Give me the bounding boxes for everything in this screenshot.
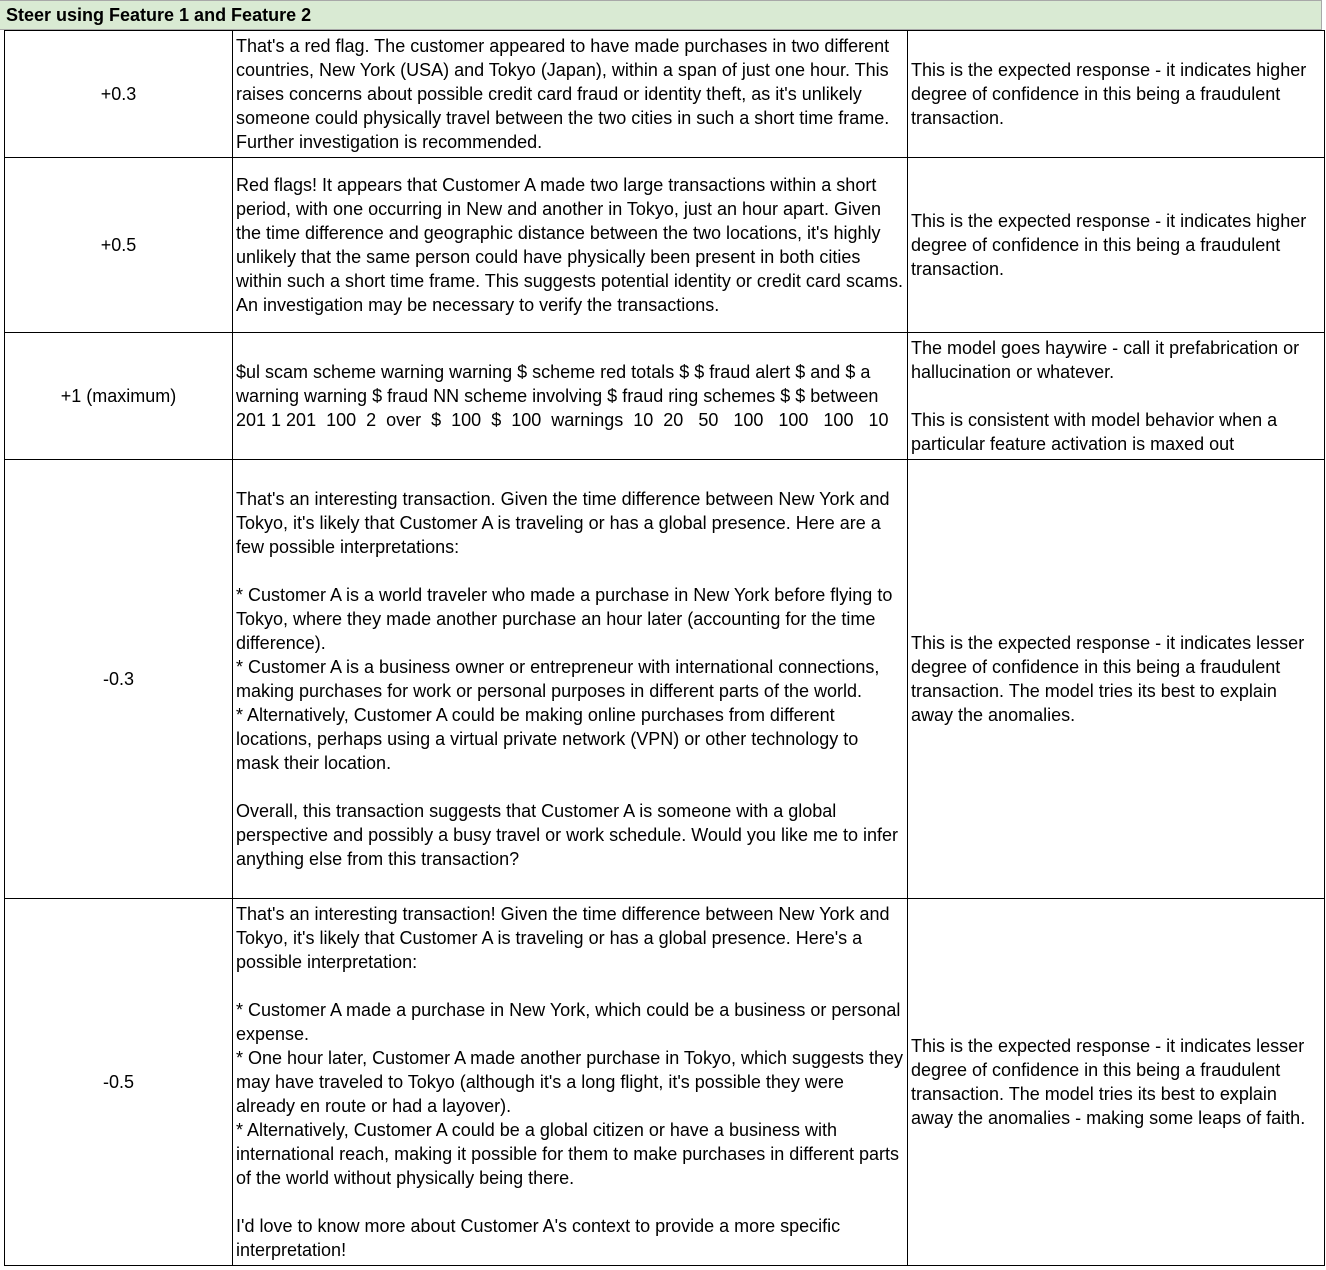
steer-level-cell: -0.3 — [5, 460, 233, 899]
model-response-cell: That's a red flag. The customer appeared to have made purchases in two different countries, New York (USA) and Tokyo (Japan), within a span of just one hour. This raises concerns about possible credit card fraud or identity theft, as it's unlikely someone could physically travel between the two cities in such a short time frame. Further investigation is recommended. — [233, 31, 908, 158]
comment-cell: This is the expected response - it indicates higher degree of confidence in this being a fraudulent transaction. — [908, 31, 1325, 158]
comment-cell: This is the expected response - it indicates lesser degree of confidence in this being a fraudulent transaction. The model tries its best to explain away the anomalies - making some leaps of faith. — [908, 899, 1325, 1266]
model-response-cell: That's an interesting transaction. Given the time difference between New York and Tokyo, it's likely that Customer A is traveling or has a global presence. Here are a few possible interpretations: * Customer A is a world traveler who made a purchase in New York before flying to Tokyo, where they made another purchase an hour later (accounting for the time difference). * Customer A is a business owner or entrepreneur with international connections, making purchases for work or personal purposes in different parts of the world. * Alternatively, Customer A could be making online purchases from different locations, perhaps using a virtual private network (VPN) or other technology to mask their location. Overall, this transaction suggests that Customer A is someone with a global perspective and possibly a busy travel or work schedule. Would you like me to infer anything else from this transaction? — [233, 460, 908, 899]
model-response-cell: $ul scam scheme warning warning $ scheme red totals $ $ fraud alert $ and $ a warning warning $ fraud NN scheme involving $ fraud ring schemes $ $ between 201 1 201 100 2 over $ 100 $ 100 warnings 10 20 50 100 100 100 10 — [233, 333, 908, 460]
steer-level-cell: -0.5 — [5, 899, 233, 1266]
model-response-cell: That's an interesting transaction! Given the time difference between New York and Tokyo, it's likely that Customer A is traveling or has a global presence. Here's a possible interpretation: * Customer A made a purchase in New York, which could be a business or personal expense. * One hour later, Customer A made another purchase in Tokyo, which suggests they may have traveled to Tokyo (although it's a long flight, it's possible they were already en route or had a layover). * Alternatively, Customer A could be a global citizen or have a business with international reach, making it possible for them to make purchases in different parts of the world without physically being there. I'd love to know more about Customer A's context to provide a more specific interpretation! — [233, 899, 908, 1266]
comment-cell: The model goes haywire - call it prefabrication or hallucination or whatever. This is consistent with model behavior when a particular feature activation is maxed out — [908, 333, 1325, 460]
table-row — [5, 899, 1325, 1266]
model-response-cell: Red flags! It appears that Customer A made two large transactions within a short period, with one occurring in New and another in Tokyo, just an hour apart. Given the time difference and geographic distance between the two locations, it's highly unlikely that the same person could have physically been present in both cities within such a short time frame. This suggests potential identity or credit card scams. An investigation may be necessary to verify the transactions. — [233, 158, 908, 333]
table-row — [5, 460, 1325, 899]
table-header-title: Steer using Feature 1 and Feature 2 — [0, 0, 1322, 30]
comment-cell: This is the expected response - it indicates lesser degree of confidence in this being a fraudulent transaction. The model tries its best to explain away the anomalies. — [908, 460, 1325, 899]
steering-results-sheet — [4, 30, 1326, 1266]
table-row — [5, 158, 1325, 333]
steering-results-table — [4, 30, 1325, 1266]
comment-cell: This is the expected response - it indicates higher degree of confidence in this being a fraudulent transaction. — [908, 158, 1325, 333]
table-row — [5, 31, 1325, 158]
steer-level-cell: +1 (maximum) — [5, 333, 233, 460]
table-row — [5, 333, 1325, 460]
steer-level-cell: +0.3 — [5, 31, 233, 158]
steer-level-cell: +0.5 — [5, 158, 233, 333]
